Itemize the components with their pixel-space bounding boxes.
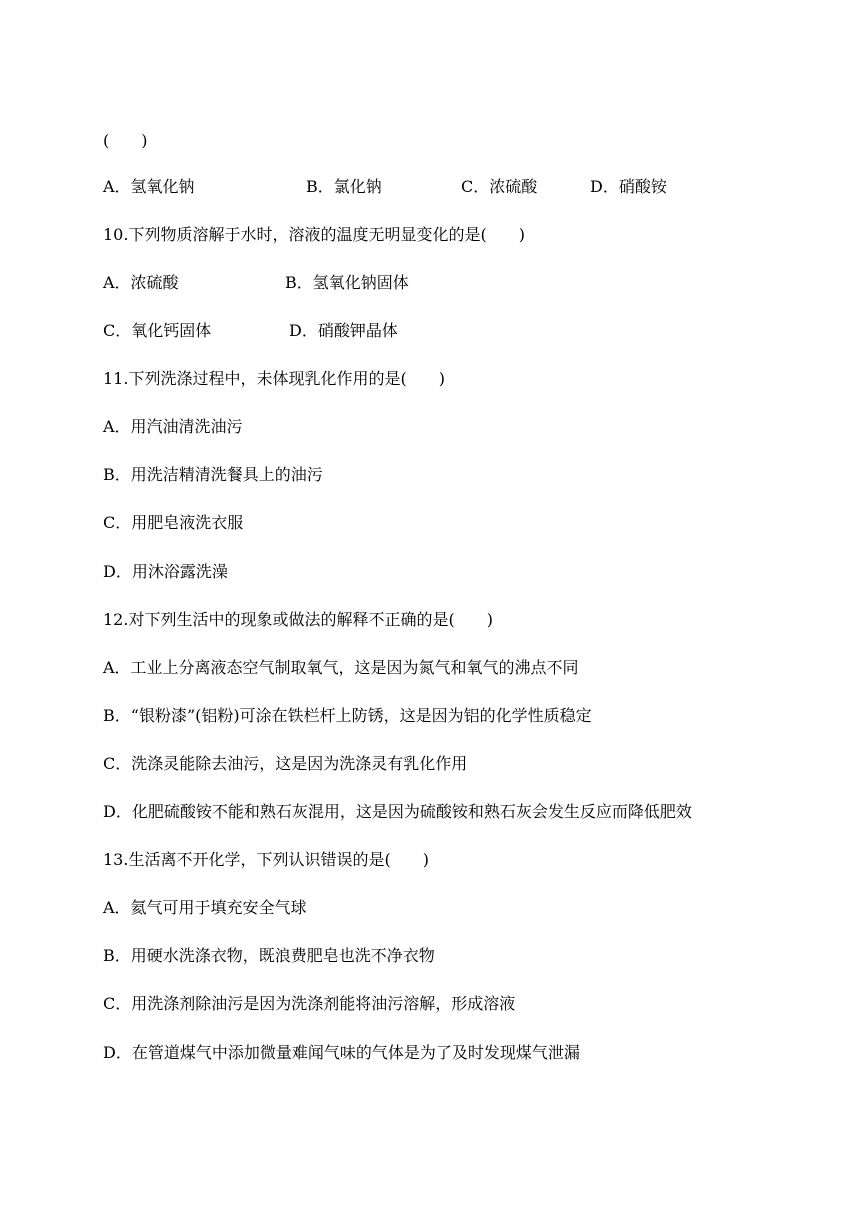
- q13-option-d: D．在管道煤气中添加微量难闻气味的气体是为了及时发现煤气泄漏: [103, 1043, 580, 1062]
- q9-option-b: B．氯化钠: [306, 177, 382, 196]
- q11-option-c: C．用肥皂液洗衣服: [103, 513, 244, 532]
- q9-option-a: A．氢氧化钠: [103, 177, 195, 196]
- q11-stem: 11.下列洗涤过程中，未体现乳化作用的是( ): [103, 369, 445, 388]
- q9-option-c: C．浓硫酸: [461, 177, 538, 196]
- q10-option-a: A．浓硫酸: [103, 273, 179, 292]
- q12-stem: 12.对下列生活中的现象或做法的解释不正确的是( ): [103, 610, 493, 629]
- q10-stem: 10.下列物质溶解于水时，溶液的温度无明显变化的是( ): [103, 225, 525, 244]
- q10-option-d: D．硝酸钾晶体: [289, 321, 398, 340]
- q12-option-b: B．“银粉漆”(铝粉)可涂在铁栏杆上防锈，这是因为铝的化学性质稳定: [103, 706, 592, 725]
- q10-option-b: B．氢氧化钠固体: [285, 273, 409, 292]
- q11-option-b: B．用洗洁精清洗餐具上的油污: [103, 465, 323, 484]
- q10-option-c: C．氧化钙固体: [103, 321, 212, 340]
- q11-option-d: D．用沐浴露洗澡: [103, 562, 228, 581]
- q11-option-a: A．用汽油清洗油污: [103, 417, 243, 436]
- q13-option-b: B．用硬水洗涤衣物，既浪费肥皂也洗不净衣物: [103, 946, 435, 965]
- q12-option-c: C．洗涤灵能除去油污，这是因为洗涤灵有乳化作用: [103, 754, 468, 773]
- q9-stem-tail: ( ): [103, 131, 148, 150]
- q9-option-d: D．硝酸铵: [590, 177, 667, 196]
- q13-stem: 13.生活离不开化学，下列认识错误的是( ): [103, 850, 429, 869]
- q13-option-c: C．用洗涤剂除油污是因为洗涤剂能将油污溶解，形成溶液: [103, 994, 516, 1013]
- q13-option-a: A．氦气可用于填充安全气球: [103, 898, 307, 917]
- q12-option-a: A．工业上分离液态空气制取氧气，这是因为氮气和氧气的沸点不同: [103, 658, 579, 677]
- q12-option-d: D．化肥硫酸铵不能和熟石灰混用，这是因为硫酸铵和熟石灰会发生反应而降低肥效: [103, 802, 692, 821]
